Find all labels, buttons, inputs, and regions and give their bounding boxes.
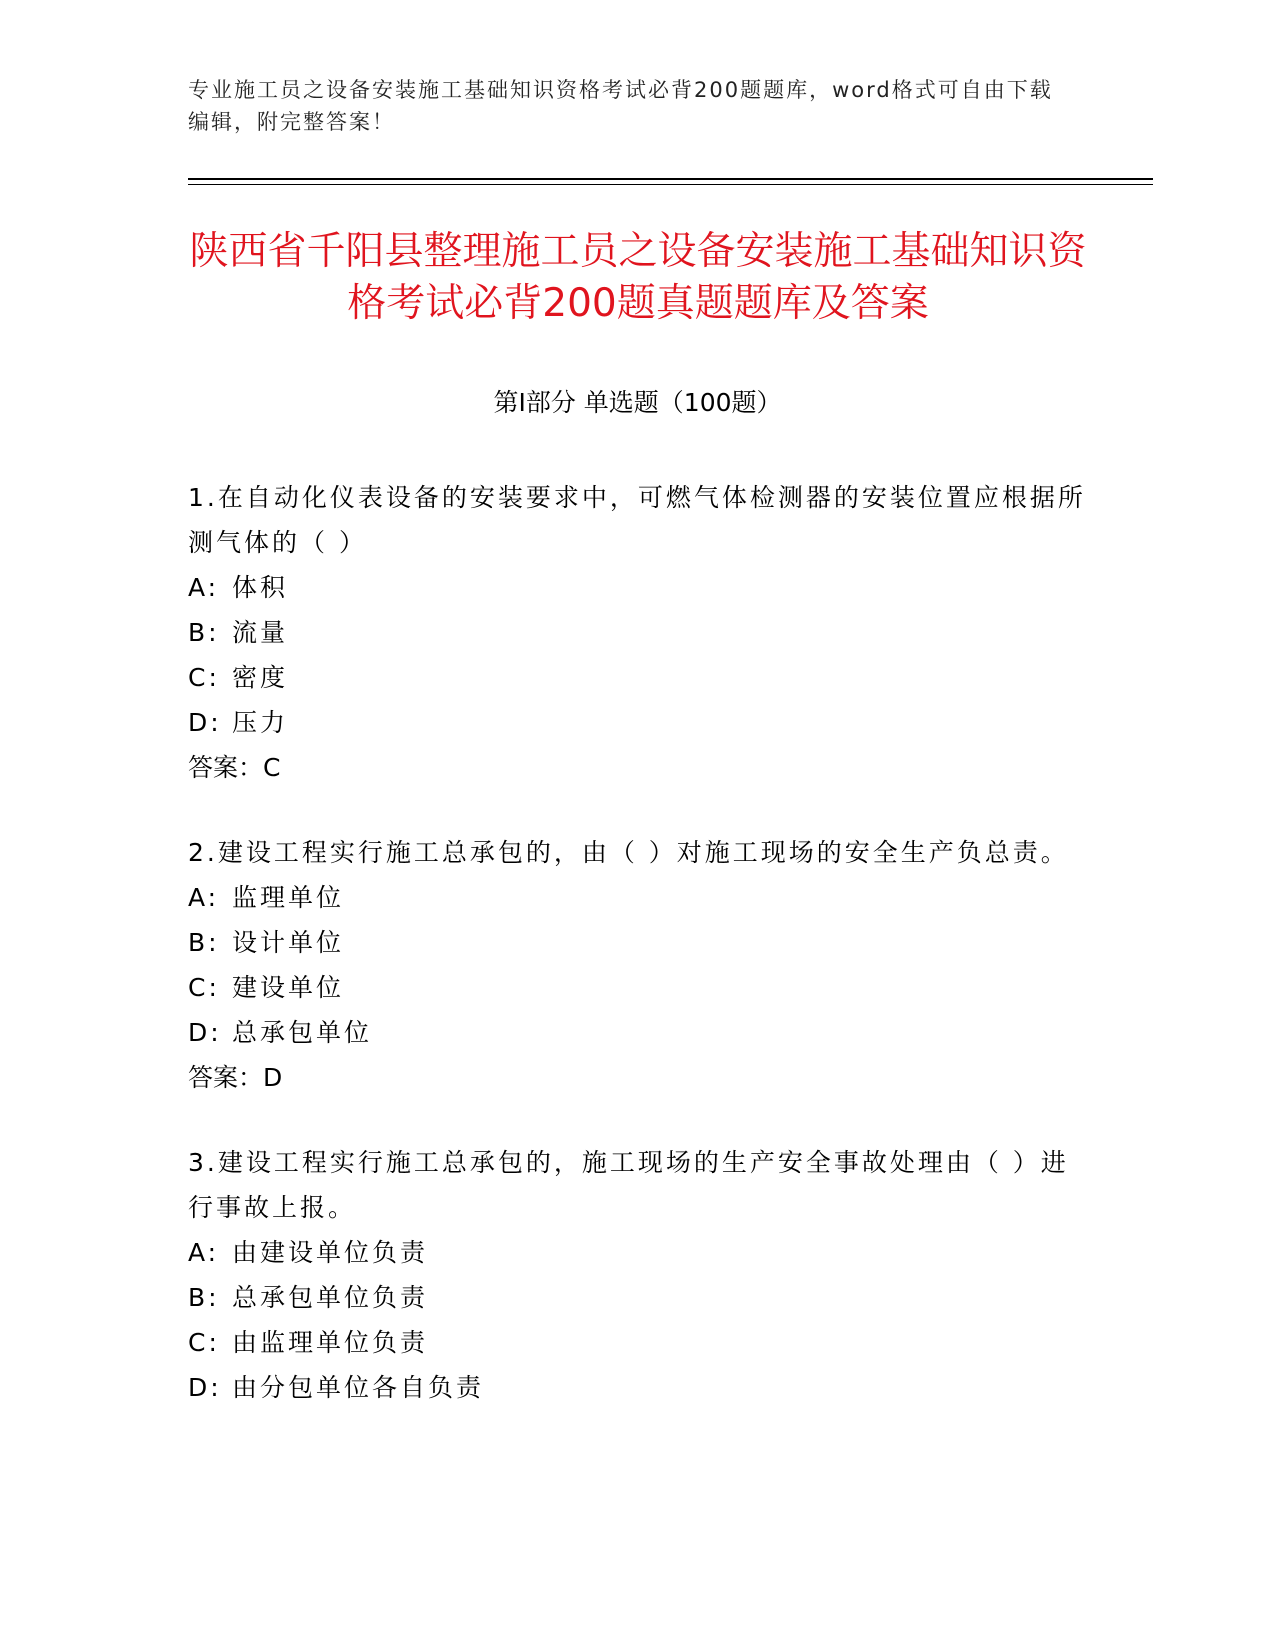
option-text: 由监理单位负责: [232, 1328, 429, 1357]
option-c: [188, 1320, 1088, 1365]
option-letter: C:: [188, 663, 220, 692]
option-text: 监理单位: [232, 883, 345, 912]
question-3: [188, 1140, 1088, 1410]
option-text: 设计单位: [232, 928, 345, 957]
option-b: [188, 920, 1088, 965]
answer-line: 答案：D: [188, 1063, 283, 1092]
option-letter: C:: [188, 1328, 220, 1357]
option-b: [188, 1275, 1088, 1320]
header-rule-thin: [188, 184, 1153, 185]
question-stem: 2.建设工程实行施工总承包的，由（ ）对施工现场的安全生产负总责。: [188, 838, 1069, 867]
answer-line: 答案：C: [188, 753, 281, 782]
option-d: [188, 700, 1088, 745]
question-1: [188, 475, 1088, 790]
option-letter: D:: [188, 708, 222, 737]
option-letter: A:: [188, 883, 220, 912]
option-c: [188, 655, 1088, 700]
option-text: 由分包单位各自负责: [232, 1373, 485, 1402]
option-letter: B:: [188, 928, 220, 957]
option-letter: A:: [188, 573, 220, 602]
option-letter: D:: [188, 1018, 222, 1047]
option-c: [188, 965, 1088, 1010]
question-2: [188, 830, 1088, 1100]
option-letter: A:: [188, 1238, 220, 1267]
document-title: 陕西省千阳县整理施工员之设备安装施工基础知识资格考试必背200题真题题库及答案: [189, 229, 1087, 326]
option-text: 总承包单位负责: [232, 1283, 429, 1312]
option-text: 由建设单位负责: [232, 1238, 429, 1267]
option-a: [188, 1230, 1088, 1275]
option-text: 总承包单位: [232, 1018, 373, 1047]
option-text: 体积: [232, 573, 289, 602]
option-text: 压力: [232, 708, 289, 737]
option-letter: D:: [188, 1373, 222, 1402]
header-note: 专业施工员之设备安装施工基础知识资格考试必背200题题库，word格式可自由下载编辑，附完整答案！: [188, 78, 1053, 134]
option-b: [188, 610, 1088, 655]
option-text: 流量: [232, 618, 289, 647]
question-stem: 3.建设工程实行施工总承包的，施工现场的生产安全事故处理由（ ）进行事故上报。: [188, 1148, 1069, 1222]
option-a: [188, 875, 1088, 920]
option-text: 建设单位: [232, 973, 345, 1002]
question-stem: 1.在自动化仪表设备的安装要求中，可燃气体检测器的安装位置应根据所测气体的（ ）: [188, 483, 1086, 557]
header-rule-thick: [188, 178, 1153, 180]
option-a: [188, 565, 1088, 610]
option-letter: B:: [188, 618, 220, 647]
option-text: 密度: [232, 663, 289, 692]
option-letter: C:: [188, 973, 220, 1002]
section-title: 第Ⅰ部分 单选题（100题）: [493, 388, 782, 417]
option-d: [188, 1365, 1088, 1410]
question-list: [188, 475, 1088, 1450]
option-d: [188, 1010, 1088, 1055]
option-letter: B:: [188, 1283, 220, 1312]
